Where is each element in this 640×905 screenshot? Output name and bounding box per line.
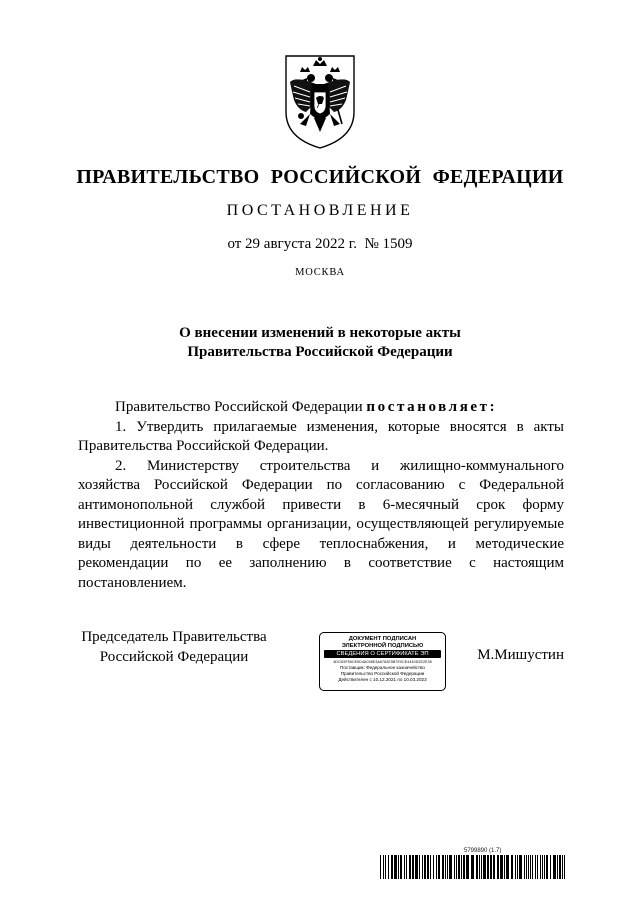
intro-text: Правительство Российской Федерации bbox=[115, 399, 363, 415]
signatory-position bbox=[78, 628, 270, 667]
signatory-name: М.Мишустин bbox=[477, 647, 564, 663]
body-line: постановлением. bbox=[78, 574, 187, 591]
e-signature-stamp bbox=[319, 632, 446, 691]
stamp-line: ДОКУМЕНТ ПОДПИСАН bbox=[348, 636, 417, 642]
stamp-validity: Действителен с 10.12.2021 по 10.03.2023 bbox=[338, 677, 427, 682]
government-name: ПРАВИТЕЛЬСТВО РОССИЙСКОЙ ФЕДЕРАЦИИ bbox=[76, 166, 564, 188]
document-subject bbox=[0, 324, 640, 362]
coat-of-arms-icon bbox=[276, 52, 364, 150]
subject-line: Правительства Российской Федерации bbox=[187, 344, 453, 360]
intro-paragraph bbox=[78, 398, 564, 418]
stamp-owner: Правительство Российской Федерации bbox=[340, 671, 425, 676]
body-line: инвестиционной программы организации, осуществляющей регулируемые bbox=[78, 516, 564, 532]
position-line: Председатель Правительства bbox=[81, 629, 267, 645]
body-line: хозяйства Российской Федерации по согласованию с Федеральной bbox=[78, 477, 564, 493]
document-type: ПОСТАНОВЛЕНИЕ bbox=[226, 202, 414, 219]
stamp-issuer: Поставщик: Федеральное казначейство bbox=[340, 665, 425, 670]
document-date-number: от 29 августа 2022 г. № 1509 bbox=[227, 236, 413, 252]
body-line: Правительства Российской Федерации. bbox=[78, 438, 329, 454]
position-line: Российской Федерации bbox=[99, 648, 249, 665]
barcode-icon bbox=[380, 855, 566, 879]
stamp-line: ЭЛЕКТРОННОЙ ПОДПИСЬЮ bbox=[341, 643, 424, 649]
subject-line: О внесении изменений в некоторые акты bbox=[179, 325, 461, 341]
document-city: МОСКВА bbox=[295, 267, 345, 278]
stamp-certificate-bar: СВЕДЕНИЯ О СЕРТИФИКАТЕ ЭП bbox=[324, 650, 441, 658]
body-line: виды деятельности в сфере теплоснабжения, и методические bbox=[78, 535, 564, 552]
body-line: рекомендации по ее заполнению в соответствие с настоящим bbox=[78, 555, 564, 571]
barcode-number: 5799890 (1.7) bbox=[464, 848, 502, 854]
body-line: 1. Утвердить прилагаемые изменения, которые вносятся в акты bbox=[115, 418, 564, 435]
body-line: 2. Министерству строительства и жилищно-коммунального bbox=[115, 457, 564, 474]
body-line: антимонопольной службой привести в 6-месячный срок форму bbox=[78, 496, 564, 513]
decree-word: постановляет: bbox=[366, 399, 498, 415]
stamp-serial: 4DCD9F55CE5D4A038E3A6782E0B7E0CE4440D2E2E35 bbox=[333, 660, 432, 664]
document-body bbox=[78, 398, 564, 593]
